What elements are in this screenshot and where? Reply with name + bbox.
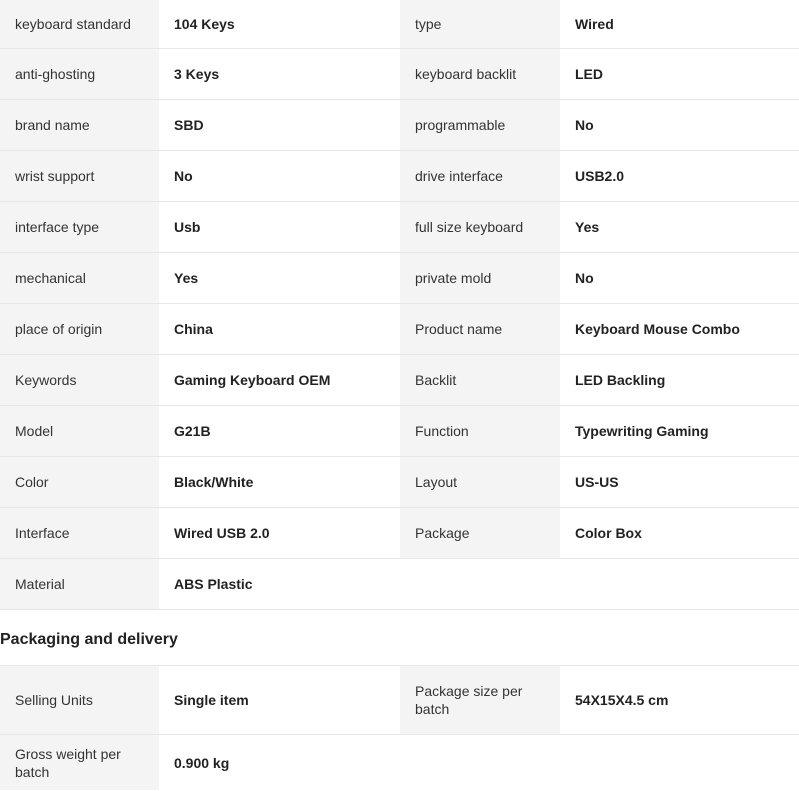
spec-row <box>0 304 799 355</box>
spec-label: keyboard backlit <box>400 49 560 100</box>
spec-label: Package <box>400 508 560 559</box>
spec-label: drive interface <box>400 151 560 202</box>
spec-value: 3 Keys <box>159 49 400 100</box>
spec-value: Single item <box>159 666 400 735</box>
spec-label: Backlit <box>400 355 560 406</box>
spec-value: Black/White <box>159 457 400 508</box>
spec-value: No <box>560 253 799 304</box>
spec-value: Yes <box>560 202 799 253</box>
spec-value: China <box>159 304 400 355</box>
empty-cell <box>560 735 799 791</box>
spec-row <box>0 202 799 253</box>
spec-value: ABS Plastic <box>159 559 400 610</box>
packaging-table <box>0 666 799 790</box>
spec-row <box>0 0 799 49</box>
spec-label: mechanical <box>0 253 159 304</box>
spec-row <box>0 559 799 610</box>
spec-label: Model <box>0 406 159 457</box>
spec-label: Layout <box>400 457 560 508</box>
spec-value: Keyboard Mouse Combo <box>560 304 799 355</box>
spec-value: 54X15X4.5 cm <box>560 666 799 735</box>
spec-label: Function <box>400 406 560 457</box>
spec-value: US-US <box>560 457 799 508</box>
spec-label: place of origin <box>0 304 159 355</box>
spec-label: Product name <box>400 304 560 355</box>
spec-row <box>0 253 799 304</box>
spec-value: LED Backling <box>560 355 799 406</box>
spec-label: Selling Units <box>0 666 159 735</box>
spec-value: Usb <box>159 202 400 253</box>
spec-row <box>0 666 799 735</box>
empty-cell <box>400 559 560 610</box>
spec-value: Yes <box>159 253 400 304</box>
spec-row <box>0 508 799 559</box>
spec-row <box>0 735 799 791</box>
spec-label: Gross weight per batch <box>0 735 159 791</box>
spec-row <box>0 49 799 100</box>
spec-label: full size keyboard <box>400 202 560 253</box>
spec-value: LED <box>560 49 799 100</box>
spec-row <box>0 406 799 457</box>
spec-label: type <box>400 0 560 49</box>
spec-label: keyboard standard <box>0 0 159 49</box>
spec-value: Typewriting Gaming <box>560 406 799 457</box>
empty-cell <box>400 735 560 791</box>
spec-label: anti-ghosting <box>0 49 159 100</box>
spec-value: 0.900 kg <box>159 735 400 791</box>
spec-label: programmable <box>400 100 560 151</box>
spec-label: Material <box>0 559 159 610</box>
spec-value: Wired USB 2.0 <box>159 508 400 559</box>
spec-value: No <box>560 100 799 151</box>
spec-value: Gaming Keyboard OEM <box>159 355 400 406</box>
packaging-section-title: Packaging and delivery <box>0 610 799 666</box>
empty-cell <box>560 559 799 610</box>
spec-value: USB2.0 <box>560 151 799 202</box>
spec-value: No <box>159 151 400 202</box>
spec-label: brand name <box>0 100 159 151</box>
spec-label: Package size per batch <box>400 666 560 735</box>
spec-label: Keywords <box>0 355 159 406</box>
spec-value: G21B <box>159 406 400 457</box>
spec-label: wrist support <box>0 151 159 202</box>
spec-row <box>0 355 799 406</box>
packaging-body <box>0 666 799 790</box>
spec-label: Interface <box>0 508 159 559</box>
spec-row <box>0 457 799 508</box>
spec-row <box>0 100 799 151</box>
spec-value: SBD <box>159 100 400 151</box>
spec-value: Wired <box>560 0 799 49</box>
spec-value: 104 Keys <box>159 0 400 49</box>
spec-label: Color <box>0 457 159 508</box>
spec-label: interface type <box>0 202 159 253</box>
spec-row <box>0 151 799 202</box>
spec-label: private mold <box>400 253 560 304</box>
spec-value: Color Box <box>560 508 799 559</box>
